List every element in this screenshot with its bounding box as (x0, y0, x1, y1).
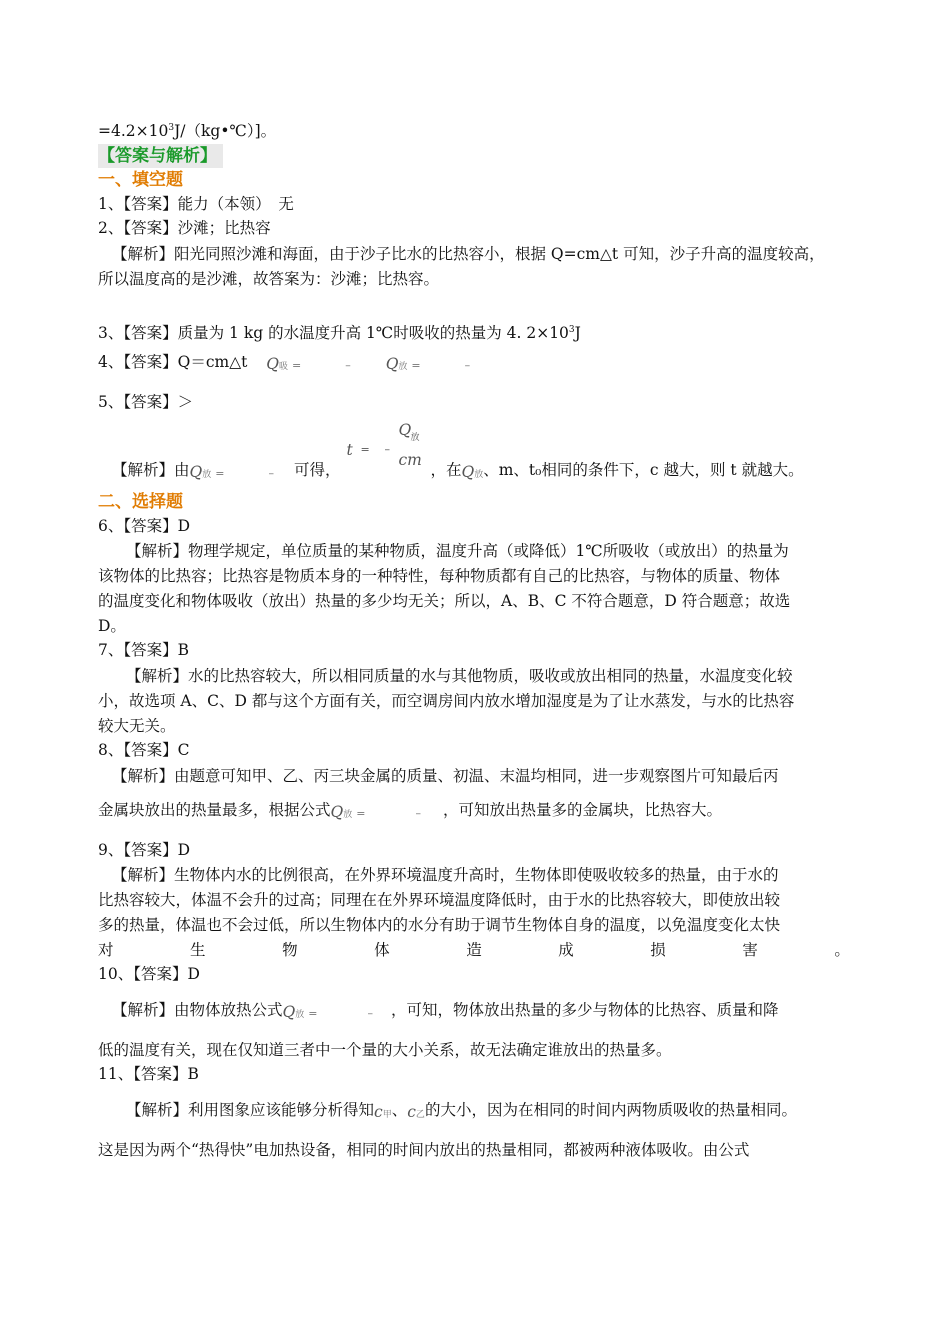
section2-title: 二、选择题 (98, 492, 183, 512)
q5-answer: 5、【答案】＞ (98, 393, 194, 411)
c-jia-symbol: c甲 (374, 1103, 392, 1121)
q6-explanation-4: D。 (98, 617, 126, 635)
q10-answer: 10、【答案】D (98, 965, 200, 983)
q9-explanation-1: 【解析】生物体内水的比例很高，在外界环境温度升高时，生物体即使吸收较多的热量，由于水的 (112, 866, 779, 884)
q4-prefix: 4、【答案】Q＝cm△t (98, 353, 248, 371)
q9-answer: 9、【答案】D (98, 841, 191, 859)
q2-explanation-1: 【解析】阳光同照沙滩和海面，由于沙子比水的比热容小，根据 Q=cm△t 可知，沙子升高的温度较高， (112, 245, 825, 263)
q10-explanation-2: 低的温度有关，现在仅知道三者中一个量的大小关系，故无法确定谁放出的热量多。 (98, 1041, 672, 1059)
c-yi-symbol: c乙 (407, 1103, 425, 1121)
q11-explanation-2: 这是因为两个“热得快”电加热设备，相同的时间内放出的热量相同，都被两种液体吸收。由公式 (98, 1141, 750, 1159)
q5-formula-release: Q放 = – (189, 463, 274, 481)
q8-formula-release: Q放 = – (330, 803, 421, 821)
q8-explanation-2: 金属块放出的热量最多，根据公式Q放 = – ，可知放出热量多的金属块，比热容大。 (98, 801, 722, 821)
q9-explanation-2: 比热容较大，体温不会升的过高；同理在在外界环境温度降低时，由于水的比热容较大，即使放出较 (98, 891, 781, 909)
q6-answer: 6、【答案】D (98, 517, 191, 535)
q8-explanation-1: 【解析】由题意可知甲、乙、丙三块金属的质量、初温、末温均相同，进一步观察图片可知最后丙 (112, 767, 779, 785)
q7-answer: 7、【答案】B (98, 641, 190, 659)
section1-title: 一、填空题 (98, 170, 183, 190)
q7-explanation-3: 较大无关。 (98, 717, 176, 735)
q6-explanation-1: 【解析】物理学规定，单位质量的某种物质，温度升高（或降低）1℃所吸收（或放出）的热量为 (126, 542, 789, 560)
q11-explanation-1: 【解析】利用图象应该能够分析得知c甲、c乙的大小，因为在相同的时间内两物质吸收的热量相同。 (126, 1101, 797, 1121)
q9-explanation-3: 多的热量，体温也不会过低，所以生物体内的水分有助于调节生物体自身的温度，以免温度变化太快 (98, 916, 781, 934)
q3-answer: 3、【答案】质量为 1 kg 的水温度升高 1℃时吸收的热量为 4. $2\times 10^3J$ (98, 324, 581, 342)
q5-explanation: 【解析】由Q放 = – 可得， t = – Q 放 cm ，在Q放、m、t₀相同的条件下，c 越大，则 t 就越大。 (112, 446, 872, 496)
q6-explanation-2: 该物体的比热容；比热容是物质本身的一种特性，每种物质都有自己的比热容，与物体的质量、物体 (98, 567, 781, 585)
q5-fraction: t = – Q 放 cm (346, 421, 422, 469)
q11-answer: 11、【答案】B (98, 1065, 199, 1083)
q1-answer: 1、【答案】能力（本领） 无 (98, 195, 294, 213)
q5-formula-q: Q放 (461, 463, 484, 481)
q10-explanation-1: 【解析】由物体放热公式Q放 = – ，可知，物体放出热量的多少与物体的比热容、质量和降 (112, 1001, 779, 1021)
top-line: $=4.2\times 10^3J/(kg•℃)$]。 (98, 122, 277, 140)
q7-explanation-2: 小，故选项 A、C、D 都与这个方面有关，而空调房间内放水增加湿度是为了让水蒸发，与水的比热容 (98, 692, 795, 710)
answer-header: 【答案与解析】 (98, 144, 223, 168)
q4-formula-absorb: Q吸 = – (266, 355, 351, 373)
q4-answer (98, 350, 858, 374)
q9-explanation-4: 对 生 物 体 造 成 损 害 。 (98, 941, 850, 959)
q4-formula-release: Q放 = – (385, 355, 471, 373)
q2-explanation-2: 所以温度高的是沙滩，故答案为：沙滩；比热容。 (98, 270, 440, 288)
q7-explanation-1: 【解析】水的比热容较大，所以相同质量的水与其他物质，吸收或放出相同的热量，水温度变化较 (126, 667, 793, 685)
q2-answer: 2、【答案】沙滩；比热容 (98, 219, 271, 237)
q6-explanation-3: 的温度变化和物体吸收（放出）热量的多少均无关；所以，A、B、C 不符合题意，D 符合题意；故选 (98, 592, 791, 610)
q8-answer: 8、【答案】C (98, 741, 190, 759)
q10-formula-release: Q放 = – (282, 1003, 373, 1021)
